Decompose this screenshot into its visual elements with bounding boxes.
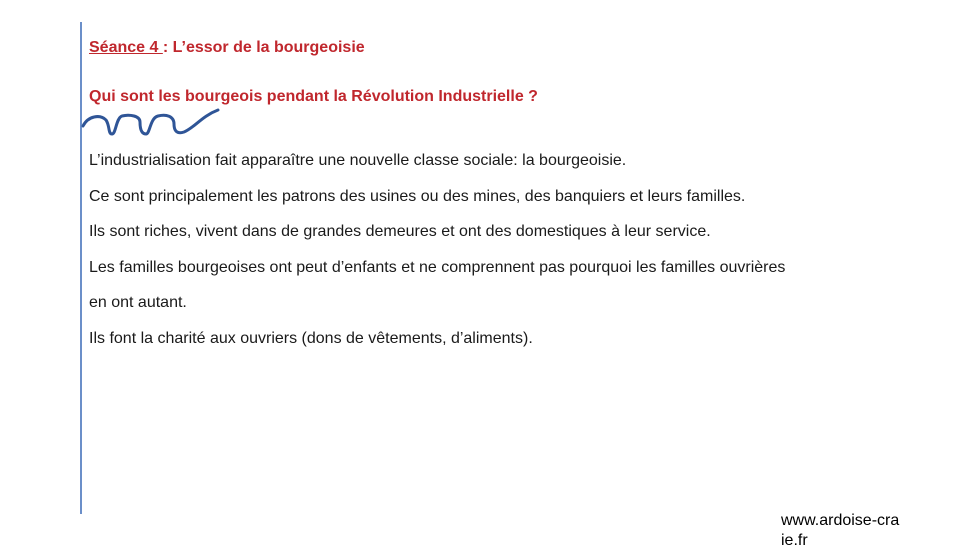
paragraph-1: L’industrialisation fait apparaître une nouvelle classe sociale: la bourgeoisie. — [89, 152, 627, 169]
paragraph-4-continued: en ont autant. — [89, 294, 187, 312]
site-watermark: www.ardoise-craie.fr — [781, 512, 900, 549]
paragraph-2: Ce sont principalement les patrons des usines ou des mines, des banquiers et leurs familles. — [89, 187, 746, 205]
lesson-number: Séance 4 — [89, 39, 163, 56]
paragraph-3: Ils sont riches, vivent dans de grandes demeures et ont des domestiques à leur service. — [89, 223, 711, 241]
lesson-topic: : L’essor de la bourgeoisie — [162, 39, 365, 56]
lesson-question: Qui sont les bourgeois pendant la Révolution Industrielle ? — [89, 88, 538, 105]
lesson-title — [89, 39, 365, 57]
paragraph-4: Les familles bourgeoises ont peut d’enfants et ne comprennent pas pourquoi les familles ouvrières — [89, 258, 786, 276]
paragraph-5: Ils font la charité aux ouvriers (dons de vêtements, d’aliments). — [89, 329, 533, 347]
handwritten-squiggle — [78, 104, 224, 138]
lesson-body — [89, 143, 919, 357]
margin-line — [80, 22, 82, 514]
